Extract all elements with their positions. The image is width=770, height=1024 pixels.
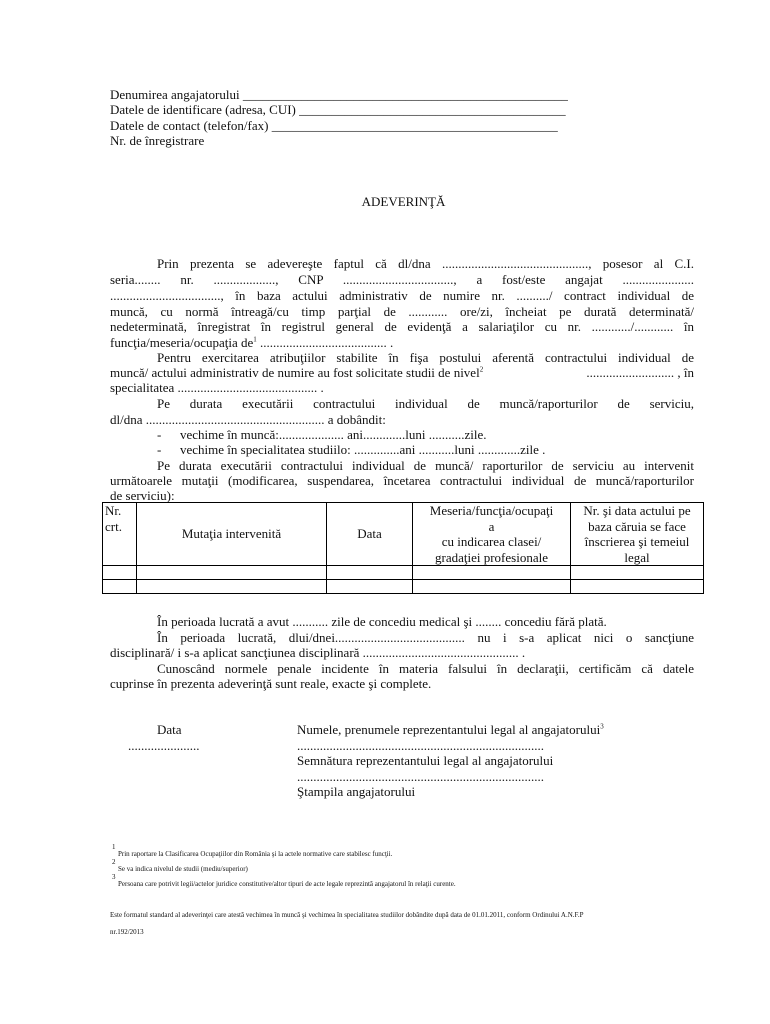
paragraph-4-line-3: de serviciu): [110, 488, 175, 503]
table-cell[interactable] [103, 566, 137, 580]
date-field[interactable]: ...................... [128, 738, 200, 753]
paragraph-4-line-2: următoarele mutaţii (modificarea, suspendarea, încetarea contractului individual de muncă/raporturilor [110, 473, 694, 488]
studies-level-dots: ........................... , în [586, 365, 694, 380]
paragraph-2-line-2 [110, 365, 694, 381]
paragraph-certify-line-1: Cunoscând normele penale incidente în materia falsului în declaraţii, certificăm că datele [157, 661, 694, 676]
stamp-label: Ştampila angajatorului [297, 784, 416, 799]
rep-name-label: Numele, prenumele reprezentantului legal al angajatorului$^3$ [297, 722, 604, 737]
identification-line [110, 102, 566, 118]
rep-signature-field[interactable]: ............................................................................ [297, 769, 544, 784]
footnote-ref-3: 3 [600, 722, 604, 731]
paragraph-3-line-1: Pe durata executării contractului individual de muncă/raporturilor de serviciu, [157, 396, 694, 411]
standard-note-line-2: nr.192/2013 [110, 928, 144, 936]
paragraph-1-line-2: seria........ nr. ..................., CNP .................................., a fost/este angajat ...................... [110, 272, 694, 287]
paragraph-1-line-5: nedeterminată, înregistrat în registrul general de evidenţă a salariaţilor cu nr. ............/............ în [110, 319, 694, 334]
employer-name-line [110, 87, 568, 103]
studies-level-label: muncă/ actului administrativ de numire au fost solicitate studii de nivel [110, 365, 480, 380]
occupation-dots: ....................................... . [256, 335, 394, 350]
paragraph-sanction-line-1: În perioada lucrată, dlui/dnei........................................ nu i s-a aplicat nici o sancţiune [157, 630, 694, 645]
paragraph-certify-line-2: cuprinse în prezenta adeverinţă sunt reale, exacte şi complete. [110, 676, 432, 691]
table-cell[interactable] [137, 566, 327, 580]
employer-name-label: Denumirea angajatorului [110, 87, 240, 102]
paragraph-leave: În perioada lucrată a avut ........... zile de concediu medical şi ........ concediu fără plată. [157, 614, 607, 629]
footnote-2-text: Se va indica nivelul de studii (mediu/superior) [118, 865, 248, 873]
bullet-specialty-seniority: vechime în specialitatea studiilo: ..............ani ...........luni .............zile . [180, 442, 546, 457]
footnote-1-number: 1 [112, 843, 116, 851]
paragraph-1-line-1: Prin prezenta se adevereşte faptul că dl/dna ............................................., posesor al C.I. [157, 256, 694, 271]
header-legal-act: Nr. şi data actului pe baza căruia se face înscrierea şi temeiul legal [571, 503, 704, 566]
bullet-dash-2: - [157, 442, 162, 457]
date-label: Data [157, 722, 182, 737]
table-header-row [103, 503, 704, 566]
table-cell[interactable] [413, 580, 571, 594]
paragraph-1-line-3: .................................., în baza actului administrativ de numire nr. ........../ contract individual de [110, 288, 694, 303]
table-cell[interactable] [103, 580, 137, 594]
mutations-table [102, 502, 704, 594]
paragraph-3-line-2: dl/dna ....................................................... a dobândit: [110, 412, 386, 427]
table-cell[interactable] [413, 566, 571, 580]
rep-name-field[interactable]: ............................................................................ [297, 738, 544, 753]
table-cell[interactable] [137, 580, 327, 594]
footnote-3-number: 3 [112, 873, 116, 881]
footnote-ref-2: 2 [479, 365, 484, 374]
footnote-1-text: Prin raportare la Clasificarea Ocupaţiilor din România şi la actele normative care stabilesc funcţii. [118, 850, 393, 858]
contact-line [110, 118, 558, 134]
standard-note-line-1: Este formatul standard al adeverinţei care atestă vechimea în muncă şi vechimea în specialitatea studiilor dobândite după data de 01.01.2011, conform Ordinului A.N.F.P [110, 911, 584, 919]
paragraph-2-line-1: Pentru exercitarea atribuţiilor stabilite în fişa postului aferentă contractului individual de [157, 350, 694, 365]
bullet-dash-1: - [157, 427, 162, 442]
footnote-3-text: Persoana care potrivit legii/actelor juridice constitutive/altor tipuri de acte legale reprezintă angajatorul în relaţii curente. [118, 880, 456, 888]
paragraph-1-line-4: muncă, cu normă întreagă/cu timp parţial de ............ ore/zi, încheiat pe durată determinată/ [110, 304, 694, 319]
header-mutation: Mutaţia intervenită [137, 503, 327, 566]
header-nr-crt: Nr. crt. [103, 503, 137, 566]
occupation-label: funcţia/meseria/ocupaţia de [110, 335, 254, 350]
paragraph-sanction-line-2: disciplinară/ i s-a aplicat sancţiunea disciplinară ................................................ . [110, 645, 526, 660]
table-row [103, 566, 704, 580]
table-cell[interactable] [571, 566, 704, 580]
table-cell[interactable] [327, 580, 413, 594]
identification-label: Datele de identificare (adresa, CUI) [110, 102, 296, 117]
header-date: Data [327, 503, 413, 566]
document-title: ADEVERINŢĂ [361, 194, 446, 209]
header-occupation: Meseria/funcţia/ocupaţi a cu indicarea clasei/ gradaţiei profesionale [413, 503, 571, 566]
footnote-ref-1: 1 [253, 335, 257, 344]
bullet-work-seniority: vechime în muncă:.................... ani.............luni ...........zile. [180, 427, 487, 442]
table-cell[interactable] [327, 566, 413, 580]
contact-label: Datele de contact (telefon/fax) [110, 118, 269, 133]
paragraph-1-line-6 [110, 335, 393, 351]
contact-blank: ____________________________________________ [271, 118, 558, 133]
employer-name-blank: __________________________________________________ [242, 87, 568, 102]
table-cell[interactable] [571, 580, 704, 594]
paragraph-4-line-1: Pe durata executării contractului individual de muncă/ raporturilor de serviciu au intervenit [157, 458, 694, 473]
table-row [103, 580, 704, 594]
identification-blank: _________________________________________ [299, 102, 566, 117]
rep-signature-label: Semnătura reprezentantului legal al angajatorului [297, 753, 554, 768]
paragraph-2-line-3: specialitatea ........................................... . [110, 380, 324, 395]
registration-label: Nr. de înregistrare [110, 133, 205, 148]
footnote-2-number: 2 [112, 858, 116, 866]
